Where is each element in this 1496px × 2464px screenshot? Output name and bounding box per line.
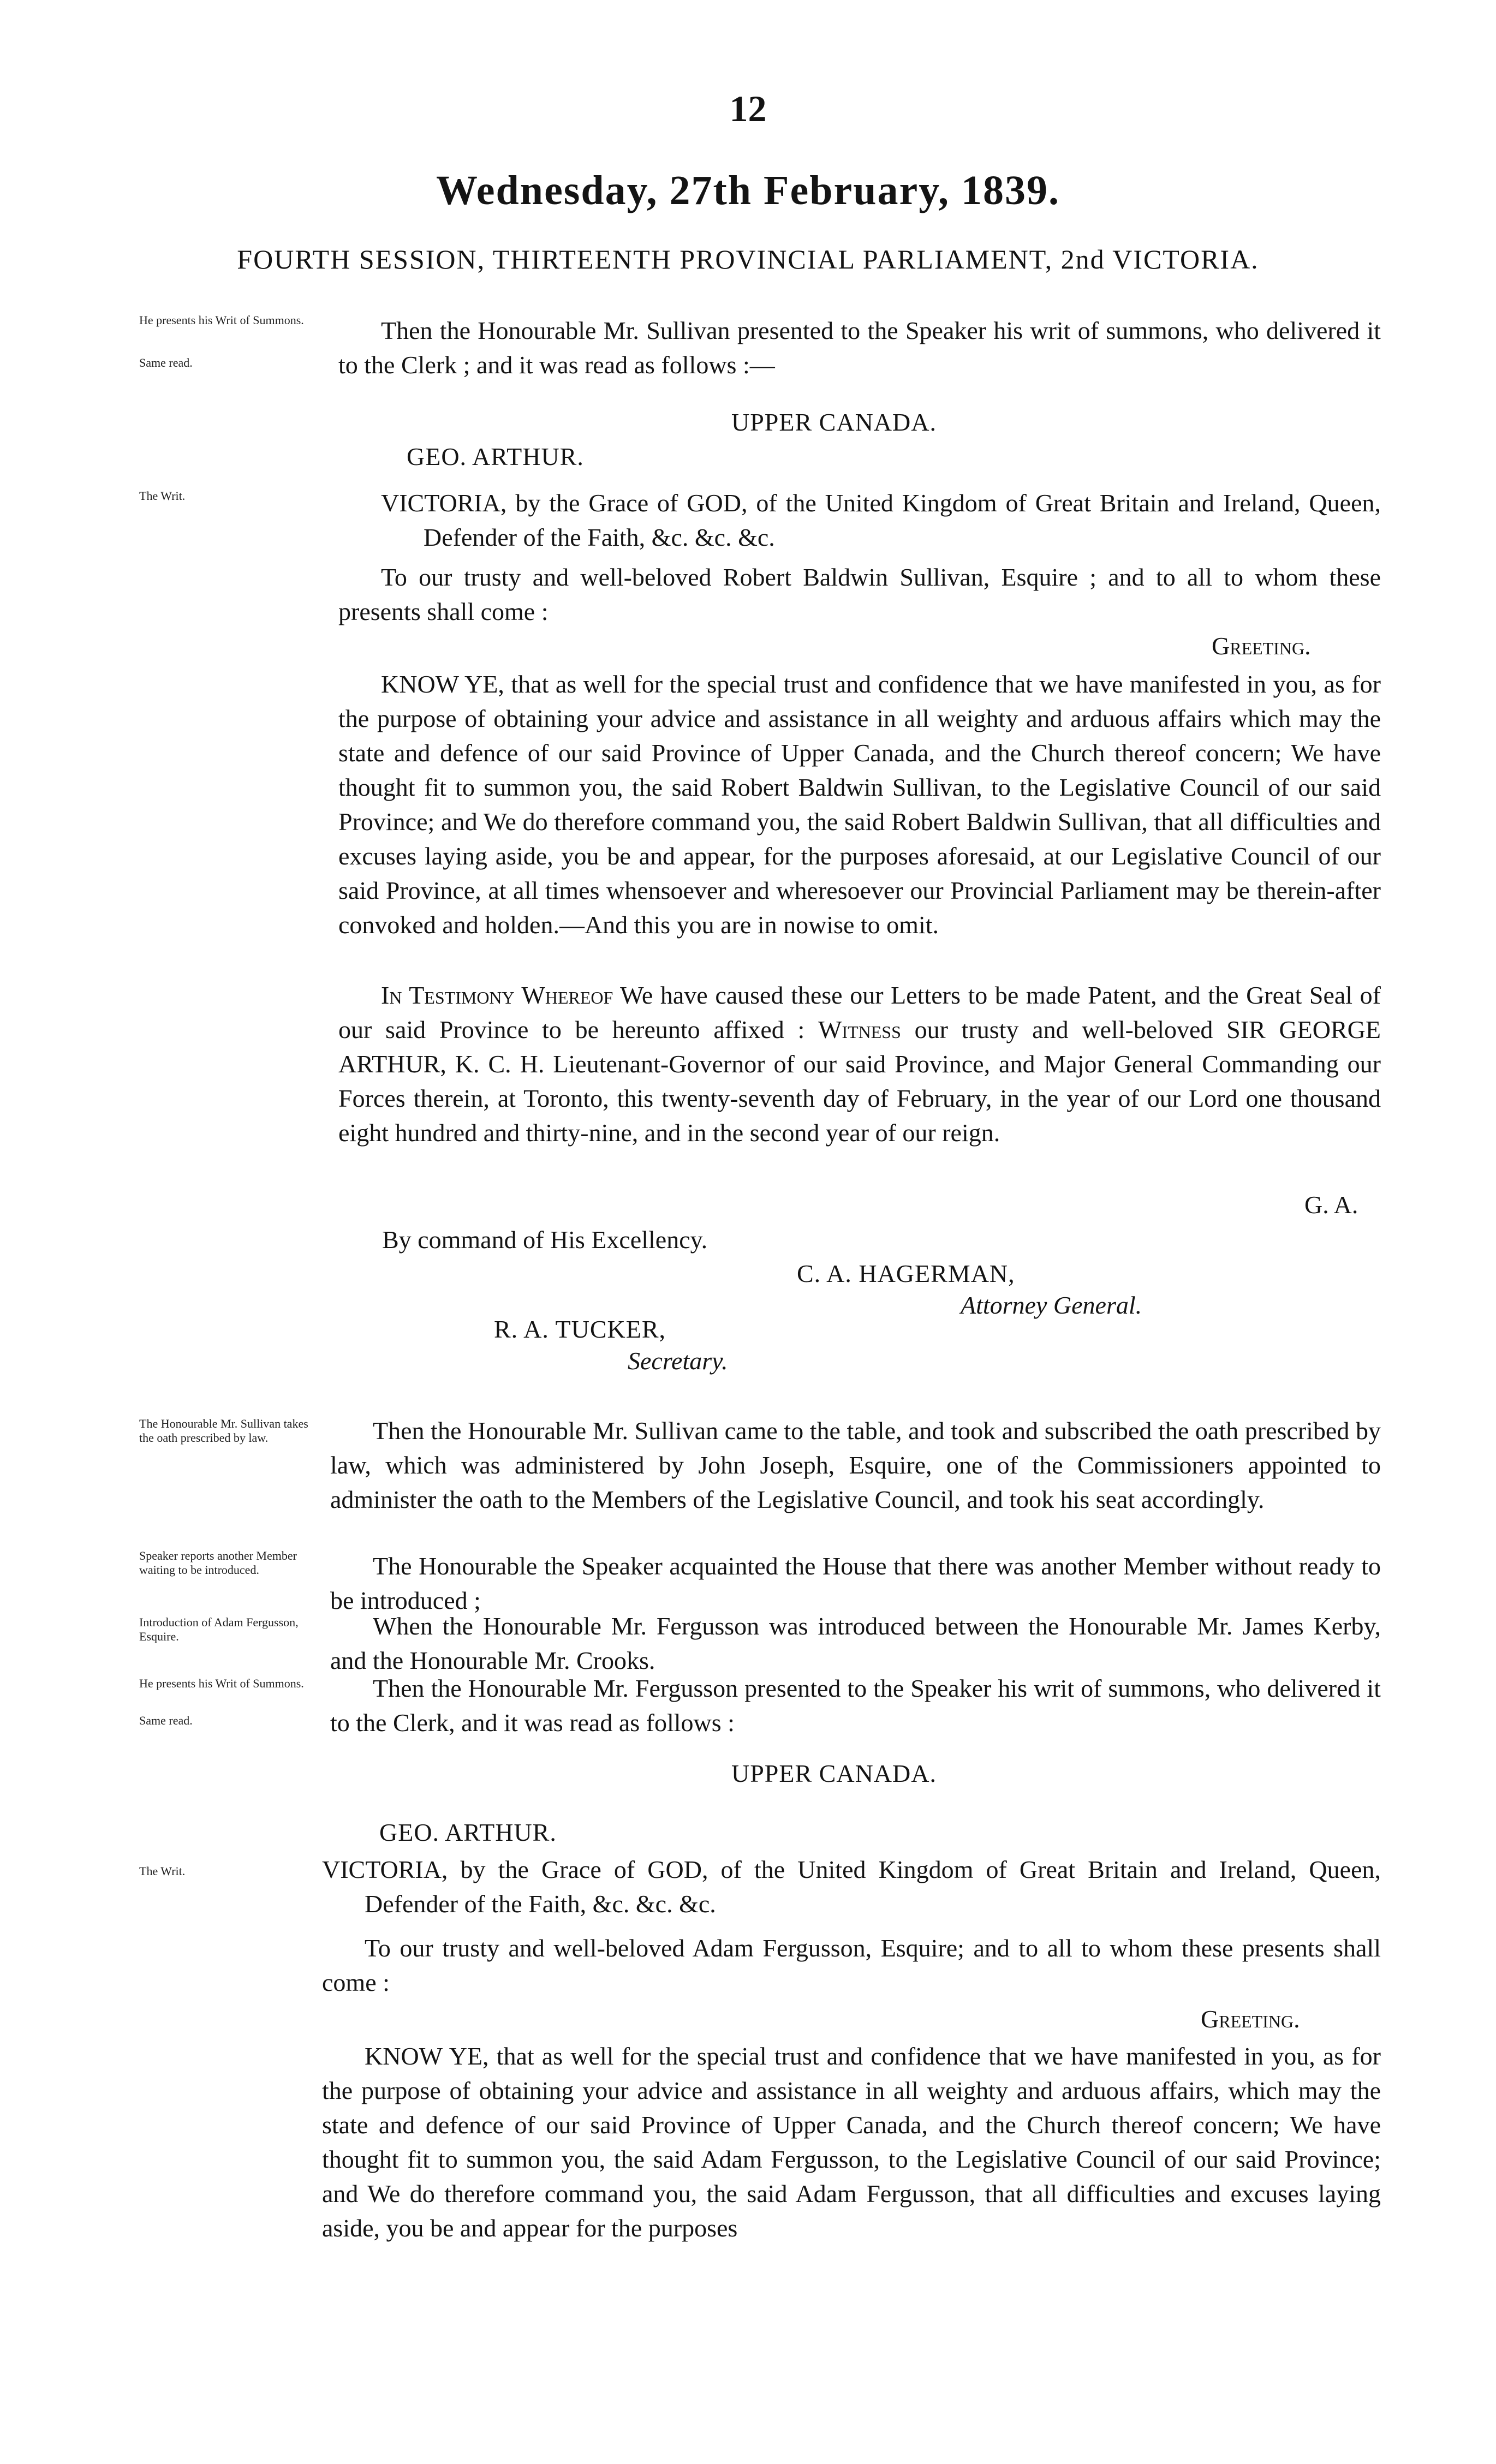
testimony-lead: In Testimony Whereof: [381, 981, 613, 1009]
margin-note-same-read-2: Same read.: [139, 1714, 193, 1727]
margin-note-presents-writ: He presents his Writ of Summons.: [139, 313, 304, 327]
date-heading: Wednesday, 27th February, 1839.: [436, 168, 1060, 213]
sullivan-governor-signature: GEO. ARTHUR.: [407, 443, 584, 470]
margin-note-oath: The Honourable Mr. Sullivan takes the oath prescribed by law.: [139, 1417, 308, 1445]
fergusson-know-ye-paragraph: KNOW YE, that as well for the special trust and confidence that we have manifested in you, as for the purpose of obtaining your advice and assistance in all weighty and arduous affairs, which may the state and defence of our said Province of Upper Canada, and the Church thereof concern; We have thought fit to summon you, the said Adam Fergusson, to the Legislative Council of our said Province; and We do therefore command you, the said Adam Fergusson, that all difficulties and excuses laying aside, you be and appear for the purposes: [322, 2042, 1381, 2242]
secretary-title: Secretary.: [628, 1347, 728, 1375]
presented-paragraph: Then the Honourable Mr. Fergusson presented to the Speaker his writ of summons, who delivered it to the Clerk, and it was read as follows :: [330, 1674, 1381, 1737]
margin-note-speaker-reports: Speaker reports another Member waiting to be introduced.: [139, 1549, 297, 1577]
margin-note-the-writ-2: The Writ.: [139, 1864, 186, 1878]
sullivan-intro-paragraph: Then the Honourable Mr. Sullivan presented to the Speaker his writ of summons, who delivered it to the Clerk ; and it was read as follows :—: [338, 317, 1381, 379]
fergusson-victoria-text: VICTORIA, by the Grace of GOD, of the United Kingdom of Great Britain and Ireland, Queen, Defender of the Faith, &c. &c. &c.: [322, 1856, 1381, 1918]
page-number: 12: [729, 88, 767, 129]
fergusson-to-trusty-paragraph: To our trusty and well-beloved Adam Fergusson, Esquire; and to all to whom these presents shall come :: [322, 1934, 1381, 1996]
sullivan-greeting: Greeting.: [1212, 632, 1311, 660]
session-heading: FOURTH SESSION, THIRTEENTH PROVINCIAL PARLIAMENT, 2nd VICTORIA.: [237, 244, 1259, 275]
sullivan-testimony-paragraph: [338, 978, 1381, 1150]
sullivan-know-ye-paragraph: KNOW YE, that as well for the special trust and confidence that we have manifested in you, as for the purpose of obtaining your advice and assistance in all weighty and arduous affairs which may the state and defence of our said Province of Upper Canada, and the Church thereof concern; We have thought fit to summon you, the said Robert Baldwin Sullivan, to the Legislative Council of our said Province; and We do therefore command you, the said Robert Baldwin Sullivan, that all difficulties and excuses laying aside, you be and appear, for the purposes aforesaid, at our Legislative Council of our said Province, at all times whensoever and wheresoever our Provincial Parliament may be therein-after convoked and holden.—And this you are in nowise to omit.: [338, 670, 1381, 939]
attorney-general-title: Attorney General.: [961, 1291, 1142, 1319]
fergusson-greeting: Greeting.: [1201, 2005, 1300, 2033]
margin-note-presents-writ-2: He presents his Writ of Summons.: [139, 1677, 304, 1690]
margin-note-introduction: Introduction of Adam Fergusson, Esquire.: [139, 1615, 299, 1643]
testimony-rest: our trusty and well-beloved SIR GEORGE ARTHUR, K. C. H. Lieutenant-Governor of our said Province, and Major General Commanding our Forces therein, at Toronto, this twenty-seventh day of February, in the year of our Lord one thousand eight hundred and thirty-nine, and in the second year of our reign.: [338, 1016, 1381, 1147]
oath-paragraph: Then the Honourable Mr. Sullivan came to the table, and took and subscribed the oath prescribed by law, which was administered by John Joseph, Esquire, one of the Commissioners appointed to administer the oath to the Members of the Legislative Council, and took his seat accordingly.: [330, 1417, 1381, 1513]
sullivan-to-trusty-paragraph: To our trusty and well-beloved Robert Baldwin Sullivan, Esquire ; and to all to whom these presents shall come :: [338, 563, 1381, 625]
hagerman-signature: C. A. HAGERMAN,: [797, 1260, 1015, 1287]
fergusson-victoria-paragraph: [322, 1852, 1381, 1921]
margin-note-same-read: Same read.: [139, 356, 193, 369]
speaker-paragraph: The Honourable the Speaker acquainted the House that there was another Member without ready to be introduced ;: [330, 1552, 1381, 1614]
ga-initials: G. A.: [1304, 1191, 1358, 1219]
witness-word: Witness: [818, 1016, 901, 1043]
margin-note-the-writ: The Writ.: [139, 489, 186, 503]
fergusson-province-heading: UPPER CANADA.: [731, 1759, 937, 1787]
testimony-middle: We have caused these our Letters to be made Patent, and the Great Seal of our said Province to be hereunto affixed :: [338, 981, 1381, 1043]
sullivan-province-heading: UPPER CANADA.: [731, 408, 937, 436]
sullivan-victoria-paragraph: [338, 486, 1381, 554]
tucker-signature: R. A. TUCKER,: [494, 1315, 666, 1343]
sullivan-victoria-text: VICTORIA, by the Grace of GOD, of the United Kingdom of Great Britain and Ireland, Queen, Defender of the Faith, &c. &c. &c.: [381, 489, 1381, 551]
introduced-paragraph: When the Honourable Mr. Fergusson was introduced between the Honourable Mr. James Kerby, and the Honourable Mr. Crooks.: [330, 1612, 1381, 1674]
by-command-line: By command of His Excellency.: [382, 1226, 708, 1254]
fergusson-governor-signature: GEO. ARTHUR.: [379, 1818, 557, 1846]
